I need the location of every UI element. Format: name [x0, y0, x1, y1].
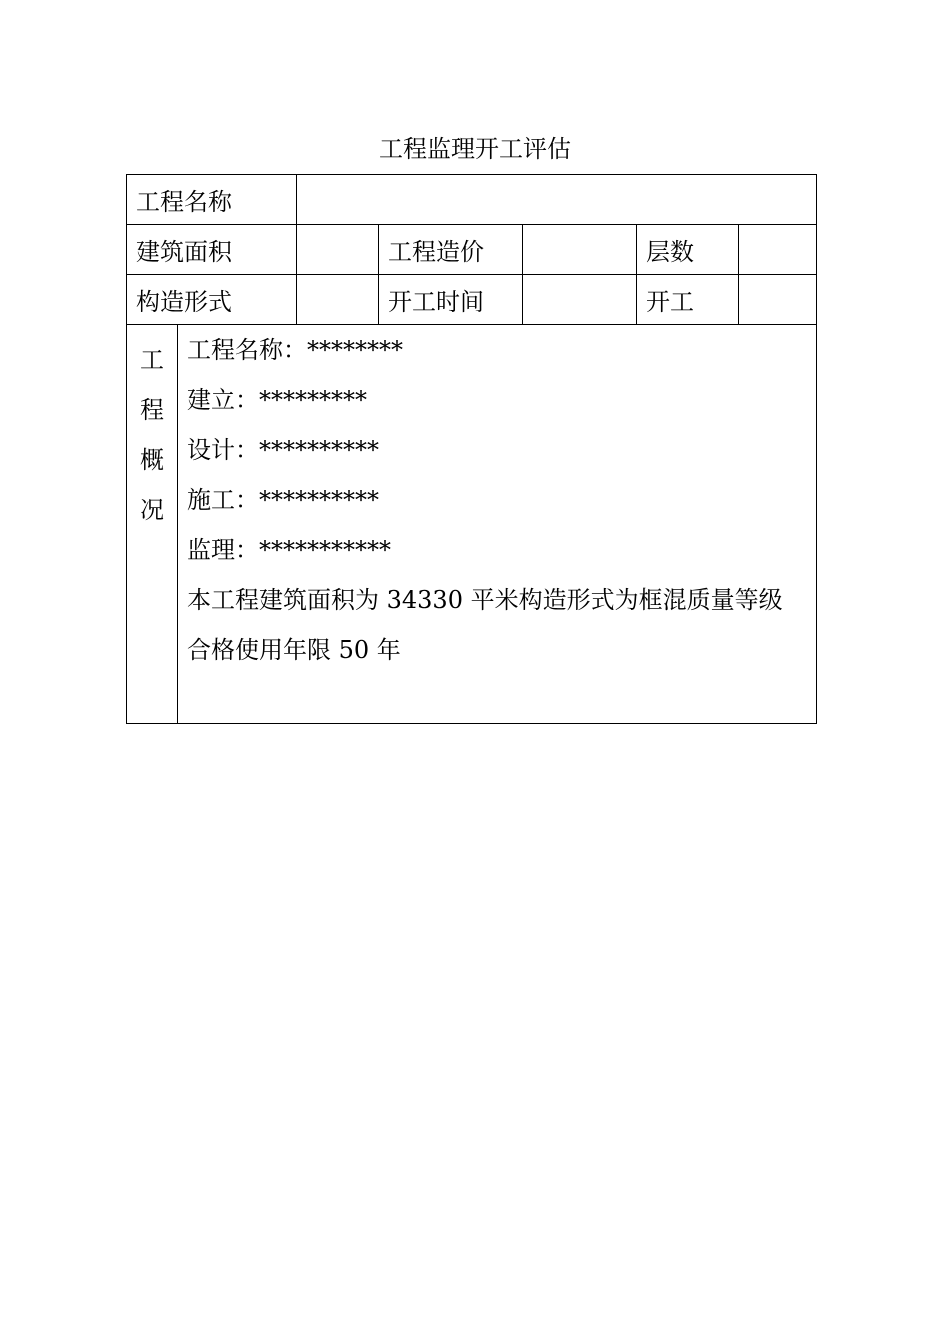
structure-label: 构造形式	[127, 275, 297, 325]
overview-line-project-name: 工程名称：********	[187, 336, 403, 364]
overview-label	[127, 325, 178, 724]
row-structure-start	[127, 275, 817, 325]
overview-label-char: 况	[140, 496, 164, 524]
building-area-label: 建筑面积	[127, 225, 297, 275]
overview-label-char: 工	[140, 346, 164, 374]
document-title: 工程监理开工评估	[379, 135, 571, 163]
row-project-name	[127, 175, 817, 225]
start-time-value[interactable]	[523, 275, 637, 325]
overview-line-supervision: 监理：***********	[187, 536, 391, 564]
overview-line-summary-1: 本工程建筑面积为 34330 平米构造形式为框混质量等级	[187, 586, 783, 614]
project-name-value[interactable]	[297, 175, 817, 225]
building-area-value[interactable]	[297, 225, 379, 275]
project-name-label: 工程名称	[127, 175, 297, 225]
row-overview	[127, 325, 817, 724]
overview-line-design: 设计：**********	[187, 436, 379, 464]
row-area-cost-floors	[127, 225, 817, 275]
project-cost-value[interactable]	[523, 225, 637, 275]
overview-content	[178, 325, 817, 724]
evaluation-form-table	[126, 174, 817, 724]
overview-label-char: 概	[140, 446, 164, 474]
start-value[interactable]	[739, 275, 817, 325]
structure-value[interactable]	[297, 275, 379, 325]
project-cost-label: 工程造价	[379, 225, 523, 275]
overview-line-construction: 施工：**********	[187, 486, 379, 514]
floors-value[interactable]	[739, 225, 817, 275]
overview-label-char: 程	[140, 396, 164, 424]
overview-line-summary-2: 合格使用年限 50 年	[187, 636, 401, 664]
start-label: 开工	[637, 275, 739, 325]
overview-line-builder: 建立：*********	[187, 386, 367, 414]
floors-label: 层数	[637, 225, 739, 275]
start-time-label: 开工时间	[379, 275, 523, 325]
